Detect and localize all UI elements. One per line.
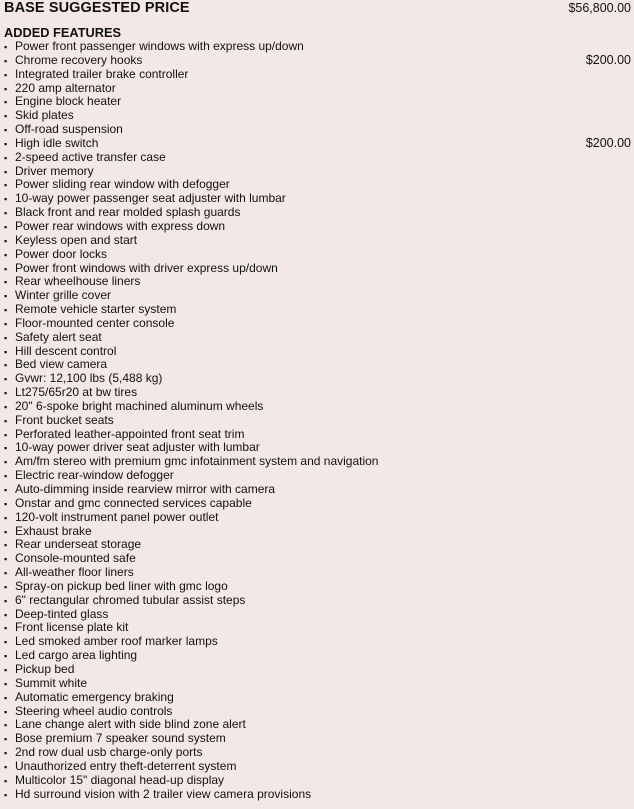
bullet-icon: ▪	[4, 568, 8, 579]
feature-name: Automatic emergency braking	[15, 689, 174, 704]
feature-name: Led cargo area lighting	[15, 648, 138, 663]
feature-row	[4, 649, 632, 663]
feature-name: 2nd row dual usb charge-only ports	[15, 745, 203, 760]
feature-row	[4, 455, 632, 469]
feature-row	[4, 428, 632, 442]
bullet-icon: ▪	[4, 42, 8, 52]
bullet-icon: ▪	[4, 706, 8, 717]
feature-name: Hill descent control	[15, 343, 117, 358]
feature-name: Driver memory	[15, 163, 94, 178]
feature-name: Gvwr: 12,100 lbs (5,488 kg)	[15, 371, 163, 386]
feature-row	[4, 68, 632, 82]
feature-row	[4, 358, 632, 372]
feature-row	[4, 566, 632, 580]
bullet-icon: ▪	[4, 761, 8, 772]
feature-name: Hd surround vision with 2 trailer view camera provisions	[15, 786, 312, 801]
feature-name: Electric rear-window defogger	[15, 468, 174, 483]
bullet-icon: ▪	[4, 388, 8, 399]
feature-name: Onstar and gmc connected services capable	[15, 495, 252, 510]
feature-name: Bed view camera	[15, 357, 108, 372]
feature-name: Multicolor 15" diagonal head-up display	[15, 772, 225, 787]
feature-row	[4, 469, 632, 483]
feature-row	[4, 414, 632, 428]
feature-name: 2-speed active transfer case	[15, 149, 166, 164]
feature-row	[4, 331, 632, 345]
bullet-icon: ▪	[4, 540, 8, 551]
feature-name: 120-volt instrument panel power outlet	[15, 509, 219, 524]
feature-name: Remote vehicle starter system	[15, 302, 177, 317]
bullet-icon: ▪	[4, 221, 8, 232]
bullet-icon: ▪	[4, 152, 8, 163]
bullet-icon: ▪	[4, 775, 8, 786]
bullet-icon: ▪	[4, 692, 8, 703]
bullet-icon: ▪	[4, 291, 8, 302]
bullet-icon: ▪	[4, 277, 8, 288]
feature-name: Power door locks	[15, 246, 108, 261]
feature-row	[4, 621, 632, 635]
bullet-icon: ▪	[4, 526, 8, 537]
feature-name: Lt275/65r20 at bw tires	[15, 385, 138, 400]
feature-row	[4, 594, 632, 608]
feature-row	[4, 137, 632, 151]
feature-name: Power front passenger windows with express up/down	[15, 39, 304, 53]
feature-row	[4, 386, 632, 400]
feature-row	[4, 635, 632, 649]
feature-row	[4, 206, 632, 220]
bullet-icon: ▪	[4, 138, 8, 149]
bullet-icon: ▪	[4, 429, 8, 440]
feature-row	[4, 123, 632, 137]
feature-name: Safety alert seat	[15, 329, 102, 344]
feature-name: Steering wheel audio controls	[15, 703, 173, 718]
bullet-icon: ▪	[4, 318, 8, 329]
bullet-icon: ▪	[4, 69, 8, 80]
feature-row	[4, 538, 632, 552]
feature-name: Front bucket seats	[15, 412, 114, 427]
feature-row	[4, 608, 632, 622]
added-features-list	[4, 40, 632, 801]
feature-name: Power sliding rear window with defogger	[15, 177, 230, 192]
bullet-icon: ▪	[4, 111, 8, 122]
feature-name: Auto-dimming inside rearview mirror with camera	[15, 482, 276, 496]
feature-name: Spray-on pickup bed liner with gmc logo	[15, 578, 228, 593]
feature-row	[4, 317, 632, 331]
feature-name: Rear underseat storage	[15, 537, 142, 552]
feature-name: Power rear windows with express down	[15, 218, 226, 233]
feature-row	[4, 760, 632, 774]
feature-row	[4, 275, 632, 289]
feature-row	[4, 677, 632, 691]
feature-row	[4, 82, 632, 96]
bullet-icon: ▪	[4, 512, 8, 523]
base-price-label: BASE SUGGESTED PRICE	[4, 0, 190, 16]
feature-row	[4, 303, 632, 317]
feature-name: Front license plate kit	[15, 620, 129, 635]
feature-name: Pickup bed	[15, 661, 75, 676]
bullet-icon: ▪	[4, 235, 8, 246]
feature-row	[4, 40, 632, 54]
feature-row	[4, 552, 632, 566]
bullet-icon: ▪	[4, 471, 8, 482]
feature-row	[4, 788, 632, 802]
bullet-icon: ▪	[4, 720, 8, 731]
feature-name: Exhaust brake	[15, 523, 92, 538]
bullet-icon: ▪	[4, 595, 8, 606]
bullet-icon: ▪	[4, 97, 8, 108]
feature-row	[4, 746, 632, 760]
bullet-icon: ▪	[4, 360, 8, 371]
bullet-icon: ▪	[4, 305, 8, 316]
bullet-icon: ▪	[4, 55, 8, 66]
bullet-icon: ▪	[4, 125, 8, 136]
feature-name: Am/fm stereo with premium gmc infotainment system and navigation	[15, 454, 379, 469]
feature-name: Engine block heater	[15, 94, 122, 109]
feature-price: $200.00	[585, 52, 631, 67]
feature-name: Chrome recovery hooks	[15, 52, 143, 67]
feature-name: High idle switch	[15, 135, 99, 150]
feature-row	[4, 178, 632, 192]
feature-row	[4, 165, 632, 179]
feature-row	[4, 234, 632, 248]
bullet-icon: ▪	[4, 194, 8, 205]
feature-row	[4, 511, 632, 525]
bullet-icon: ▪	[4, 609, 8, 620]
bullet-icon: ▪	[4, 374, 8, 385]
feature-row	[4, 248, 632, 262]
feature-name: Off-road suspension	[15, 122, 123, 137]
feature-row	[4, 732, 632, 746]
bullet-icon: ▪	[4, 443, 8, 454]
feature-name: Winter grille cover	[15, 288, 112, 303]
bullet-icon: ▪	[4, 83, 8, 94]
base-price-value: $56,800.00	[568, 1, 631, 15]
bullet-icon: ▪	[4, 678, 8, 689]
feature-row	[4, 580, 632, 594]
feature-name: Power front windows with driver express up/down	[15, 260, 278, 275]
feature-name: 220 amp alternator	[15, 80, 116, 95]
feature-row	[4, 705, 632, 719]
bullet-icon: ▪	[4, 346, 8, 357]
feature-row	[4, 289, 632, 303]
bullet-icon: ▪	[4, 664, 8, 675]
feature-name: Deep-tinted glass	[15, 606, 109, 621]
feature-row	[4, 483, 632, 497]
feature-name: 10-way power driver seat adjuster with lumbar	[15, 440, 260, 455]
feature-row	[4, 262, 632, 276]
bullet-icon: ▪	[4, 401, 8, 412]
feature-name: Perforated leather-appointed front seat trim	[15, 426, 245, 441]
feature-name: Rear wheelhouse liners	[15, 274, 141, 289]
feature-name: 10-way power passenger seat adjuster with lumbar	[15, 191, 286, 206]
feature-name: Bose premium 7 speaker sound system	[15, 731, 226, 746]
bullet-icon: ▪	[4, 651, 8, 662]
bullet-icon: ▪	[4, 263, 8, 274]
feature-label-group	[4, 788, 311, 803]
base-price-row	[4, 0, 632, 17]
feature-name: Keyless open and start	[15, 232, 138, 247]
bullet-icon: ▪	[4, 581, 8, 592]
bullet-icon: ▪	[4, 485, 8, 495]
feature-price: $200.00	[585, 135, 631, 150]
feature-row	[4, 691, 632, 705]
feature-row	[4, 372, 632, 386]
feature-name: Console-mounted safe	[15, 551, 136, 566]
bullet-icon: ▪	[4, 789, 8, 800]
bullet-icon: ▪	[4, 623, 8, 634]
bullet-icon: ▪	[4, 415, 8, 426]
bullet-icon: ▪	[4, 637, 8, 648]
bullet-icon: ▪	[4, 734, 8, 745]
feature-name: Floor-mounted center console	[15, 315, 175, 330]
feature-row	[4, 192, 632, 206]
added-features-heading: ADDED FEATURES	[4, 25, 122, 40]
feature-name: Unauthorized entry theft-deterrent system	[15, 758, 237, 773]
feature-row	[4, 497, 632, 511]
bullet-icon: ▪	[4, 748, 8, 759]
bullet-icon: ▪	[4, 249, 8, 260]
feature-name: Led smoked amber roof marker lamps	[15, 634, 218, 649]
bullet-icon: ▪	[4, 457, 8, 468]
feature-row	[4, 109, 632, 123]
feature-row	[4, 774, 632, 788]
bullet-icon: ▪	[4, 554, 8, 565]
bullet-icon: ▪	[4, 208, 8, 219]
feature-row	[4, 95, 632, 109]
feature-row	[4, 345, 632, 359]
feature-row	[4, 525, 632, 539]
feature-name: Integrated trailer brake controller	[15, 66, 189, 81]
feature-name: 6" rectangular chromed tubular assist steps	[15, 592, 246, 607]
bullet-icon: ▪	[4, 498, 8, 509]
feature-row	[4, 54, 632, 68]
feature-row	[4, 151, 632, 165]
feature-name: Summit white	[15, 675, 88, 690]
feature-row	[4, 400, 632, 414]
feature-name: All-weather floor liners	[15, 565, 134, 580]
feature-row	[4, 441, 632, 455]
feature-name: 20" 6-spoke bright machined aluminum wheels	[15, 398, 264, 413]
bullet-icon: ▪	[4, 180, 8, 191]
feature-name: Lane change alert with side blind zone alert	[15, 717, 246, 732]
feature-row	[4, 663, 632, 677]
feature-row	[4, 718, 632, 732]
feature-name: Black front and rear molded splash guards	[15, 205, 241, 220]
feature-row	[4, 220, 632, 234]
bullet-icon: ▪	[4, 166, 8, 177]
bullet-icon: ▪	[4, 332, 8, 343]
feature-name: Skid plates	[15, 108, 74, 123]
